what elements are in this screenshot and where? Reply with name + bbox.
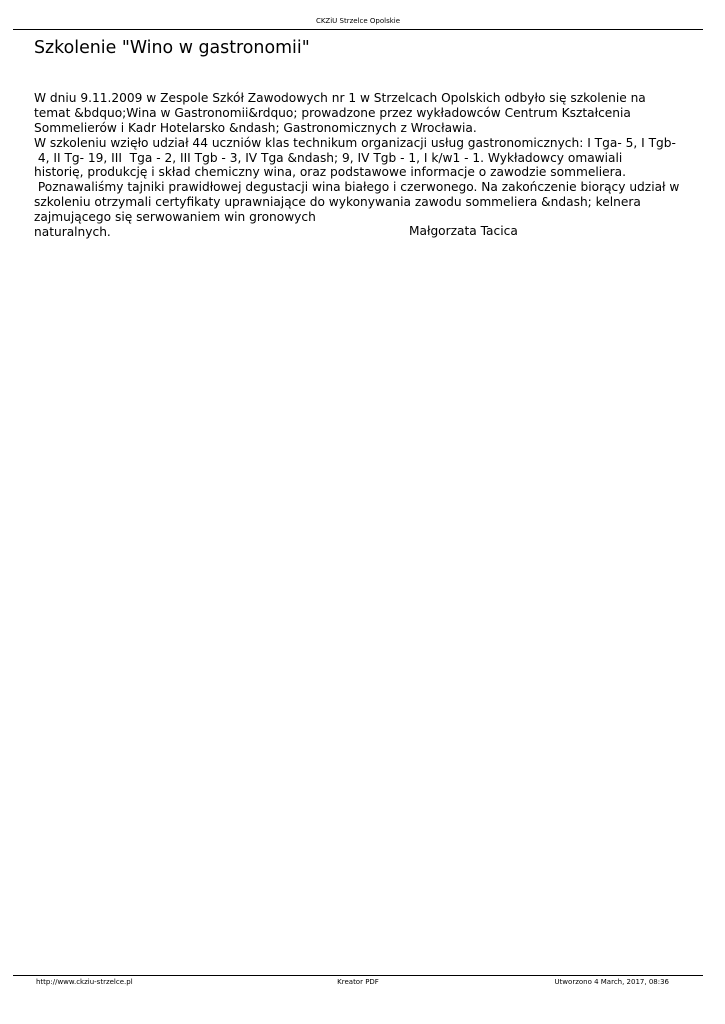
body-line-2: temat &bdquo;Wina w Gastronomii&rdquo; prowadzone przez wykładowców Centrum Kształcenia: [34, 105, 631, 120]
body-line-5: 4, II Tg- 19, III Tga - 2, III Tgb - 3, IV Tga &ndash; 9, IV Tgb - 1, I k/w1 - 1. Wykładowcy omawiali: [34, 150, 623, 165]
footer-generator: Kreator PDF: [337, 978, 379, 986]
article-body: [34, 91, 694, 240]
author-signature: Małgorzata Tacica: [409, 224, 518, 238]
page-header: [13, 14, 703, 30]
article-title: Szkolenie "Wino w gastronomii": [34, 38, 310, 58]
footer-created-date: Utworzono 4 March, 2017, 08:36: [554, 978, 669, 986]
body-line-3: Sommelierów i Kadr Hotelarsko &ndash; Gastronomicznych z Wrocławia.: [34, 120, 477, 135]
body-line-9: zajmującego się serwowaniem win gronowych: [34, 210, 316, 225]
footer-url-link[interactable]: http://www.ckziu-strzelce.pl: [36, 978, 133, 986]
site-name: CKZiU Strzelce Opolskie: [315, 17, 401, 25]
body-line-8: szkoleniu otrzymali certyfikaty uprawniające do wykonywania zawodu sommeliera &ndash; kelnera: [34, 195, 641, 210]
body-line-10: naturalnych.: [34, 225, 111, 240]
page-footer: [13, 975, 703, 988]
body-line-1: W dniu 9.11.2009 w Zespole Szkół Zawodowych nr 1 w Strzelcach Opolskich odbyło się szkolenie na: [34, 91, 646, 105]
body-line-7: Poznawaliśmy tajniki prawidłowej degustacji wina białego i czerwonego. Na zakończenie biorący udział w: [34, 180, 680, 195]
body-line-6: historię, produkcję i skład chemiczny wina, oraz podstawowe informacje o zawodzie sommeliera.: [34, 165, 626, 180]
body-line-4: W szkoleniu wzięło udział 44 uczniów klas technikum organizacji usług gastronomicznych: I Tga- 5, I Tgb-: [34, 135, 676, 150]
